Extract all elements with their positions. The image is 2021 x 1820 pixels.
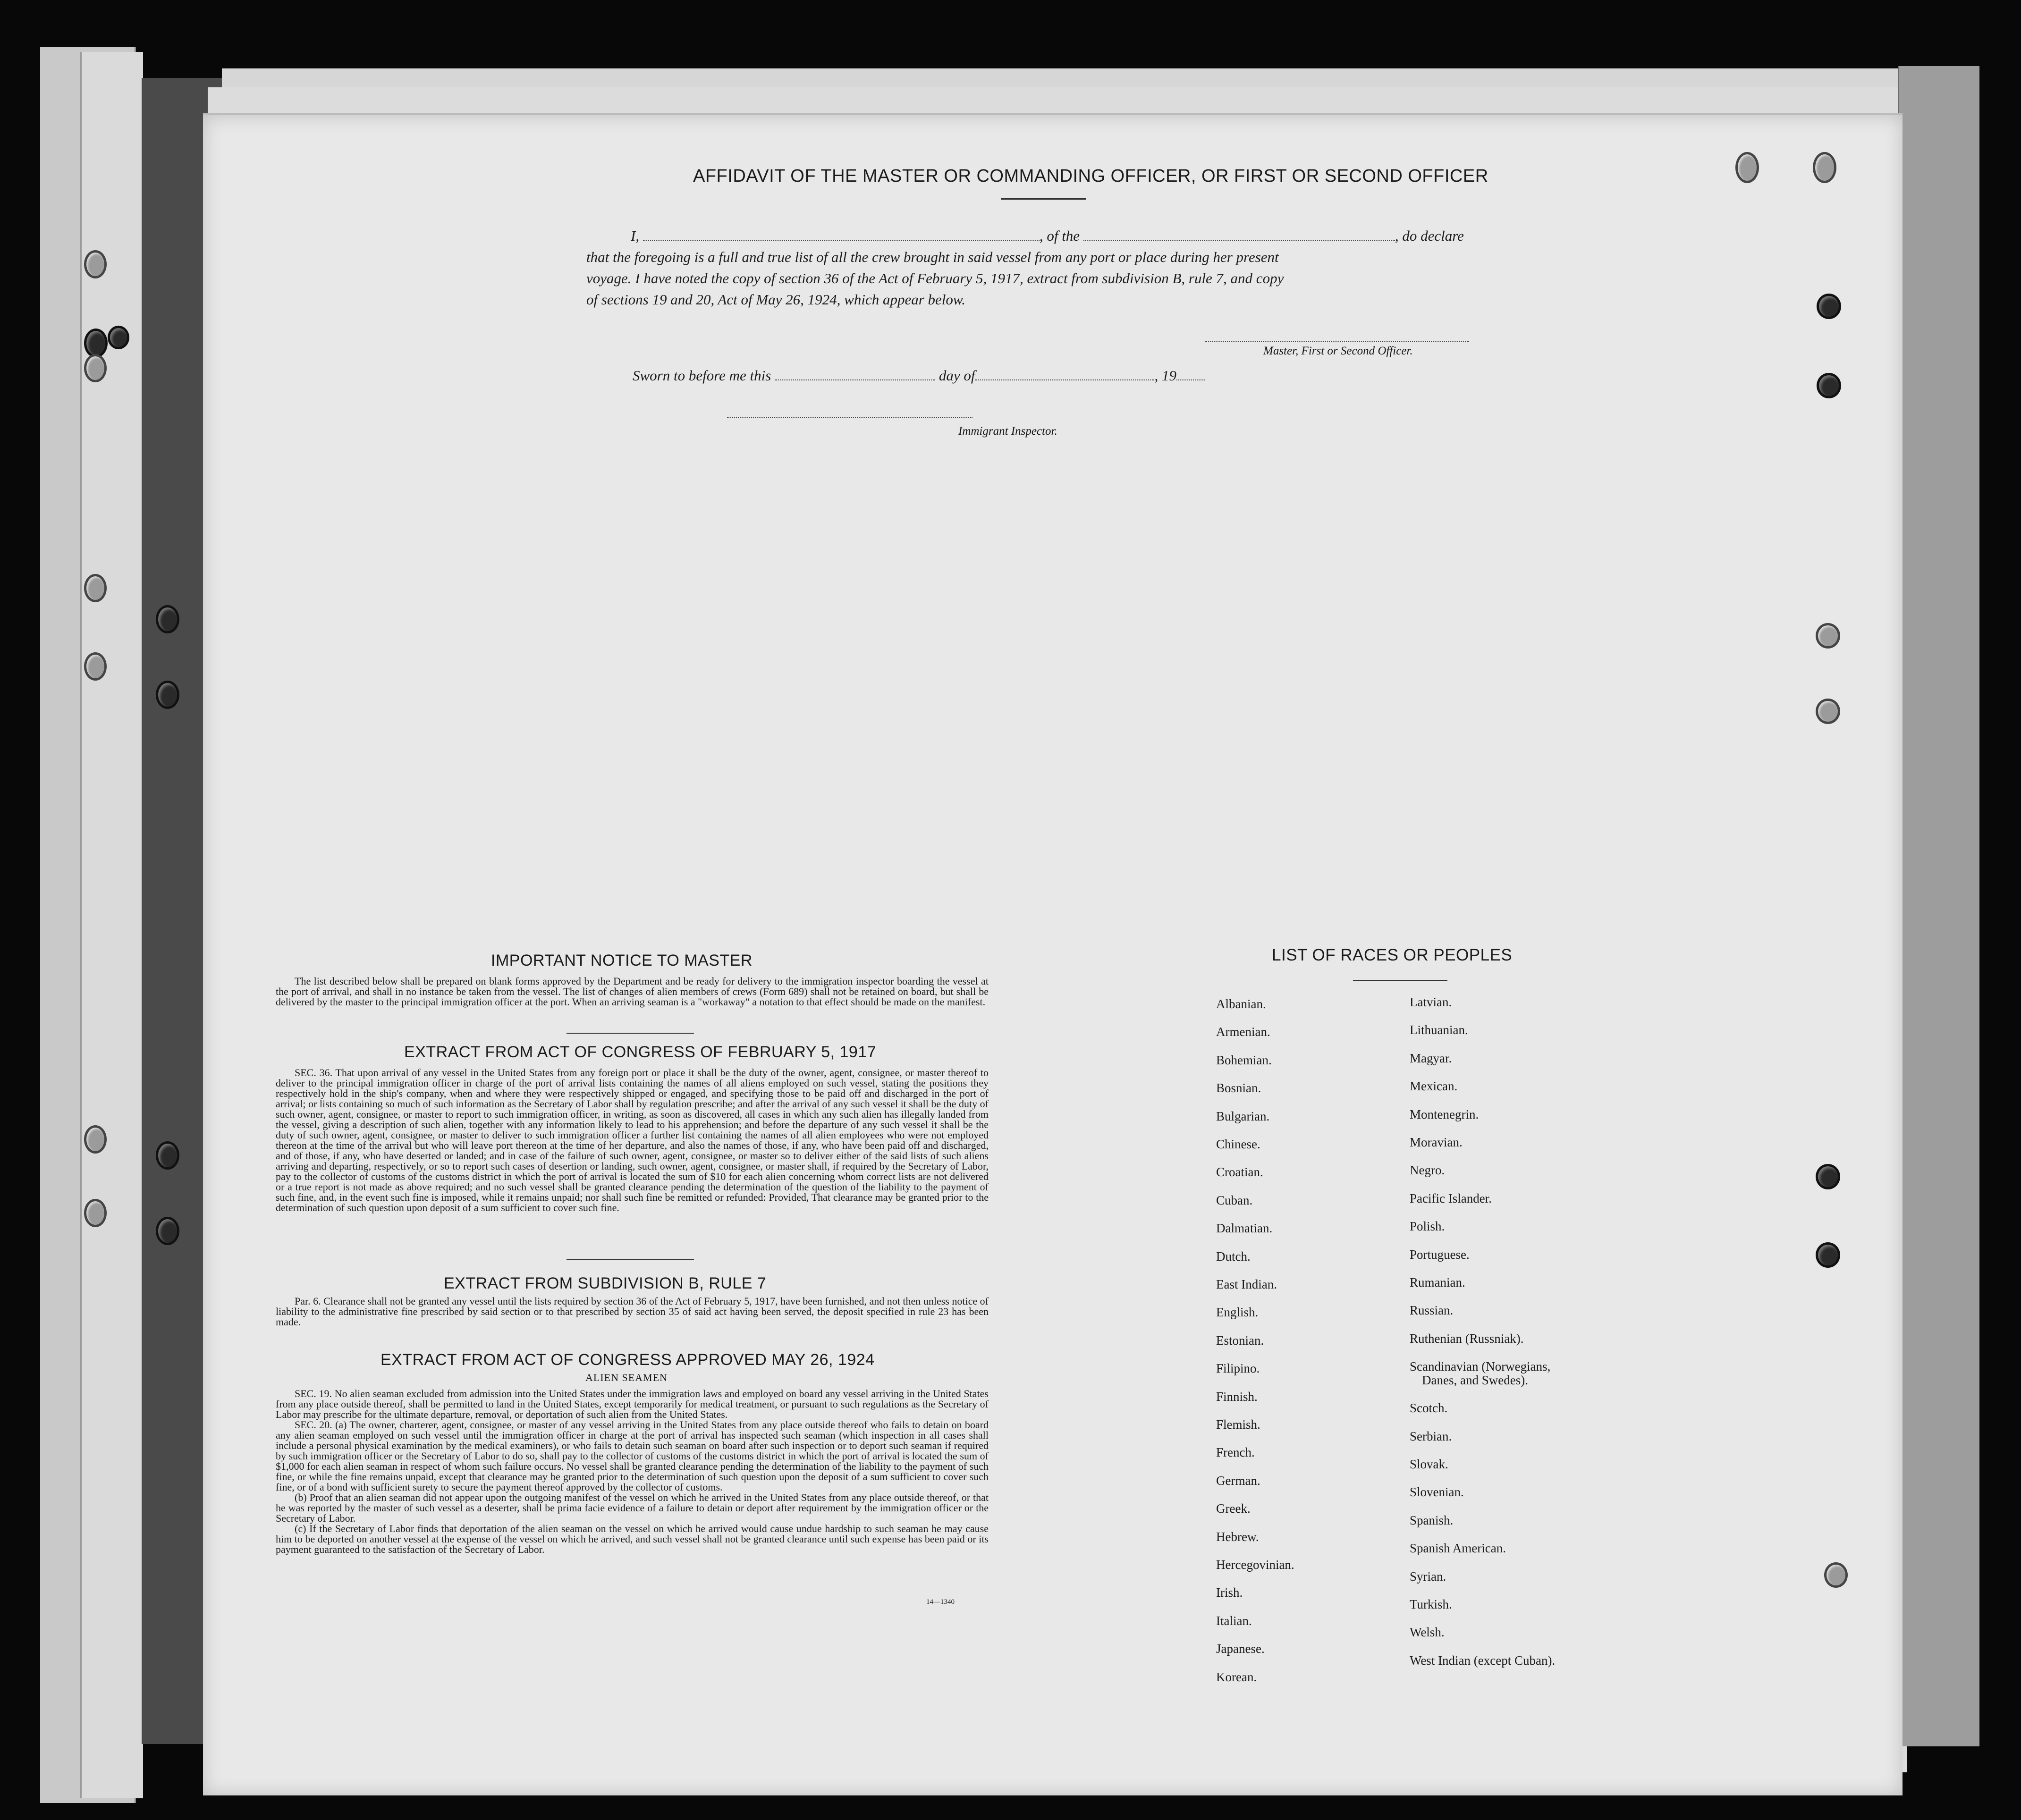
binder-hole <box>84 329 108 358</box>
race-item: Moravian. <box>1410 1135 1463 1149</box>
race-item: Dalmatian. <box>1216 1221 1273 1236</box>
affidavit-title-rule <box>1001 198 1086 200</box>
section-20b-paragraph: (b) Proof that an alien seaman did not appear upon the outgoing manifest of the vessel on which he arrived in the United States from any place outside thereof, or that he was reported by the master of such vessel as a deserter, shall be prima facie evidence of a failure to detain or deport after requirement by the immigration officer or the Secretary of Labor. <box>276 1491 989 1524</box>
race-item: Cuban. <box>1216 1193 1253 1207</box>
par-6-paragraph: Par. 6. Clearance shall not be granted any vessel until the lists required by section 36 of the Act of February 5, 1917, have been furnished, and not then unless notice of liability to the administrative fine prescribed by said section or to that prescribed by section 35 of said act having been served, the deposit specified in rule 23 has been made. <box>276 1295 989 1328</box>
right-page-edge <box>1898 66 1979 1746</box>
race-item: German. <box>1216 1473 1260 1488</box>
vessel-name-field[interactable] <box>1083 229 1395 241</box>
master-signature-label: Master, First or Second Officer. <box>1263 345 1413 357</box>
race-item: Portuguese. <box>1410 1247 1470 1262</box>
race-item: Bohemian. <box>1216 1053 1272 1067</box>
binder-hole <box>84 250 107 278</box>
sworn-line <box>633 367 1205 384</box>
race-item: Montenegrin. <box>1410 1107 1479 1121</box>
affidavit-line1 <box>631 228 1464 244</box>
race-item: Estonian. <box>1216 1333 1264 1348</box>
race-item: Scotch. <box>1410 1401 1448 1416</box>
day-of-label: day of <box>939 367 975 384</box>
binder-hole <box>156 681 179 709</box>
binder-hole <box>1817 373 1841 398</box>
race-item: East Indian. <box>1216 1277 1277 1291</box>
sworn-month-field[interactable] <box>975 369 1154 380</box>
sworn-year-field[interactable] <box>1176 369 1205 380</box>
race-item: Albanian. <box>1216 997 1266 1011</box>
affidavit-line4: of sections 19 and 20, Act of May 26, 1924, which appear below. <box>586 291 966 308</box>
race-item: Pacific Islander. <box>1410 1191 1492 1205</box>
race-item: Bulgarian. <box>1216 1109 1270 1123</box>
affidavit-of-label: , of the <box>1039 228 1080 244</box>
race-item: Bosnian. <box>1216 1081 1261 1095</box>
race-item: Filipino. <box>1216 1361 1260 1376</box>
race-item: Dutch. <box>1216 1249 1251 1264</box>
race-item: Flemish. <box>1216 1417 1260 1432</box>
race-item: Spanish American. <box>1410 1541 1506 1556</box>
race-item: Latvian. <box>1410 995 1452 1009</box>
races-title-rule <box>1353 980 1447 981</box>
extract-1924-text <box>276 1389 989 1555</box>
race-item: Magyar. <box>1410 1051 1452 1065</box>
binder-hole <box>156 605 179 633</box>
sworn-label: Sworn to before me this <box>633 367 771 384</box>
race-item: Mexican. <box>1410 1079 1458 1094</box>
race-item: Korean. <box>1216 1669 1257 1684</box>
race-item: Polish. <box>1410 1219 1445 1234</box>
race-item: Hercegovinian. <box>1216 1558 1294 1572</box>
extract-1917-title: EXTRACT FROM ACT OF CONGRESS OF FEBRUARY 5, 1917 <box>404 1043 877 1061</box>
binder-hole <box>1824 1562 1848 1588</box>
notice-text <box>276 976 989 1007</box>
race-item: Syrian. <box>1410 1569 1446 1584</box>
section-20c-paragraph: (c) If the Secretary of Labor finds that deportation of the alien seaman on the vessel on which he arrived would cause undue hardship to such seaman he may cause him to be deported on another vessel at the expense of the vessel on which he arrived, and such vessel shall not be granted clearance until such expense has been paid or its payment guaranteed to the satisfaction of the Secretary of Labor. <box>276 1523 989 1555</box>
race-item: Italian. <box>1216 1613 1252 1628</box>
race-item: Danes, and Swedes). <box>1422 1373 1528 1387</box>
binder-hole <box>108 326 129 349</box>
inspector-signature-field[interactable] <box>727 407 972 418</box>
race-item: Welsh. <box>1410 1625 1445 1640</box>
subdiv-b-title: EXTRACT FROM SUBDIVISION B, RULE 7 <box>444 1274 767 1292</box>
extract-1924-title: EXTRACT FROM ACT OF CONGRESS APPROVED MAY 26, 1924 <box>381 1351 875 1369</box>
race-item: Rumanian. <box>1410 1275 1465 1289</box>
subdiv-b-text <box>276 1296 989 1327</box>
binder-hole <box>1816 623 1840 649</box>
notice-rule <box>567 1033 694 1034</box>
race-item: French. <box>1216 1445 1255 1460</box>
affidavit-i-label: I, <box>631 228 640 244</box>
binder-hole <box>84 574 107 602</box>
race-item: Armenian. <box>1216 1025 1270 1039</box>
race-item: Slovak. <box>1410 1457 1448 1471</box>
race-item: Spanish. <box>1410 1513 1454 1527</box>
master-name-field[interactable] <box>643 229 1040 241</box>
race-item: Turkish. <box>1410 1597 1452 1611</box>
race-item: Hebrew. <box>1216 1529 1259 1544</box>
extract-1917-rule <box>567 1259 694 1260</box>
binder-hole <box>1813 152 1836 183</box>
binder-hole <box>84 652 107 681</box>
binder-hole <box>1816 1164 1840 1189</box>
year-prefix-label: , 19 <box>1154 367 1176 384</box>
inspector-label: Immigrant Inspector. <box>958 425 1057 438</box>
race-item: English. <box>1216 1305 1259 1320</box>
affidavit-declare-label: , do declare <box>1395 228 1464 244</box>
master-signature-field[interactable] <box>1205 330 1469 342</box>
race-item: Chinese. <box>1216 1137 1260 1151</box>
binder-hole <box>84 354 107 382</box>
race-item: Croatian. <box>1216 1165 1263 1180</box>
binder-hole <box>1735 152 1759 183</box>
race-item: Irish. <box>1216 1585 1243 1600</box>
race-item: Negro. <box>1410 1163 1445 1178</box>
race-item: Russian. <box>1410 1303 1454 1318</box>
race-item: Finnish. <box>1216 1389 1258 1404</box>
section-20a-paragraph: SEC. 20. (a) The owner, charterer, agent, consignee, or master of any vessel arriving in the United States from any place outside thereof who fails to detain on board any alien seaman employed on such vessel until the immigration officer in charge at the port of arrival has inspected such seaman (which inspection in all cases shall include a personal physical examination by the medical examiners), or who fails to detain such seaman on board after such inspection or to deport such seaman if required by such immigration officer or the Secretary of Labor to do so, shall pay to the collector of customs of the customs district in which the port of arrival is located the sum of $1,000 for each alien seaman in respect of whom such failure occurs. No vessel shall be granted clearance pending the determination of the liability to the payment of such fine, or while the fine remains unpaid, except that clearance may be granted prior to the determination of such question upon the deposit of a sum sufficient to cover such fine, or of a bond with sufficient surety to secure the payment thereof approved by the collector of customs. <box>276 1419 989 1493</box>
sworn-day-field[interactable] <box>775 369 935 380</box>
binder-hole <box>84 1125 107 1154</box>
binder-hole <box>156 1141 179 1170</box>
left-page-edge <box>80 52 143 1798</box>
binder-hole <box>84 1199 107 1227</box>
section-19-paragraph: SEC. 19. No alien seaman excluded from admission into the United States under the immigration laws and employed on board any vessel arriving in the United States from any place outside thereof, shall be permitted to land in the United States, except temporarily for medical treatment, or pursuant to such regulations as the Secretary of Labor may prescribe for the ultimate departure, removal, or deportation of such alien from the United States. <box>276 1388 989 1420</box>
binder-hole <box>1817 294 1841 319</box>
races-title: LIST OF RACES OR PEOPLES <box>1272 946 1513 964</box>
race-item: Lithuanian. <box>1410 1023 1468 1037</box>
affidavit-line2: that the foregoing is a full and true list of all the crew brought in said vessel from any port or place during her present <box>586 249 1279 265</box>
notice-paragraph: The list described below shall be prepared on blank forms approved by the Department and be ready for delivery to the immigration inspector boarding the vessel at the port of arrival, and shall in no instance be taken from the vessel. The list of changes of alien members of crews (Form 689) shall not be retained on board, but shall be delivered by the master to the principal immigration officer at the port. When an arriving seaman is a "workaway" a notation to that effect should be made on the manifest. <box>276 975 989 1008</box>
affidavit-title: AFFIDAVIT OF THE MASTER OR COMMANDING OFFICER, OR FIRST OR SECOND OFFICER <box>693 166 1488 186</box>
race-item: Japanese. <box>1216 1642 1265 1656</box>
binder-hole <box>1816 1242 1840 1268</box>
alien-seamen-subtitle: ALIEN SEAMEN <box>585 1372 668 1383</box>
binder-hole <box>1816 699 1840 724</box>
notice-title: IMPORTANT NOTICE TO MASTER <box>491 952 753 969</box>
race-item: Ruthenian (Russniak). <box>1410 1331 1524 1346</box>
race-item: West Indian (except Cuban). <box>1410 1653 1556 1668</box>
binder-hole <box>156 1217 179 1245</box>
race-item: Scandinavian (Norwegians, <box>1410 1359 1551 1374</box>
form-number: 14—1340 <box>926 1598 955 1606</box>
race-item: Slovenian. <box>1410 1485 1464 1500</box>
race-item: Serbian. <box>1410 1429 1452 1443</box>
affidavit-line3: voyage. I have noted the copy of section 36 of the Act of February 5, 1917, extract from subdivision B, rule 7, and copy <box>586 270 1284 286</box>
section-36-paragraph: SEC. 36. That upon arrival of any vessel in the United States from any foreign port or place it shall be the duty of the owner, agent, consignee, or master thereof to deliver to the principal immigration officer in charge of the port of arrival lists containing the names of all aliens employed on such vessel, stating the positions they respectively hold in the ship's company, when and where they were respectively shipped or engaged, and specifying those to be paid off and discharged in the port of arrival; or lists containing so much of such information as the Secretary of Labor shall by regulation prescribe; and after the arrival of any such vessel it shall be the duty of such owner, agent, consignee, or master to report to such immigration officer, in writing, as soon as discovered, all cases in which any such alien has illegally landed from the vessel, giving a description of such alien, together with any information likely to lead to his apprehension; and before the departure of any such vessel it shall be the duty of such owner, agent, consignee, or master to deliver to such immigration officer a further list containing the names of all alien employees who were not employed thereon at the time of the arrival but who will leave port thereon at the time of her departure, and also the names of those, if any, who have been paid off and discharged, and of those, if any, who have deserted or landed; and in case of the failure of such owner, agent, consignee, or master so to deliver either of the said lists of such aliens arriving and departing, respectively, or so to report such cases of desertion or landing, such owner, agent, consignee, or master shall, if required by the Secretary of Labor, pay to the collector of customs of the customs district in which the port of arrival is located the sum of $10 for each alien concerning whom correct lists are not delivered or a true report is not made as above required; and no such vessel shall be granted clearance pending the determination of the question of the liability to the payment of such fine, and, in the event such fine is imposed, while it remains unpaid; nor shall such fine be remitted or refunded: Provided, That clearance may be granted prior to the determination of such question upon deposit of a sum sufficient to cover such fine. <box>276 1067 989 1213</box>
extract-1917-text <box>276 1068 989 1213</box>
race-item: Greek. <box>1216 1501 1251 1516</box>
